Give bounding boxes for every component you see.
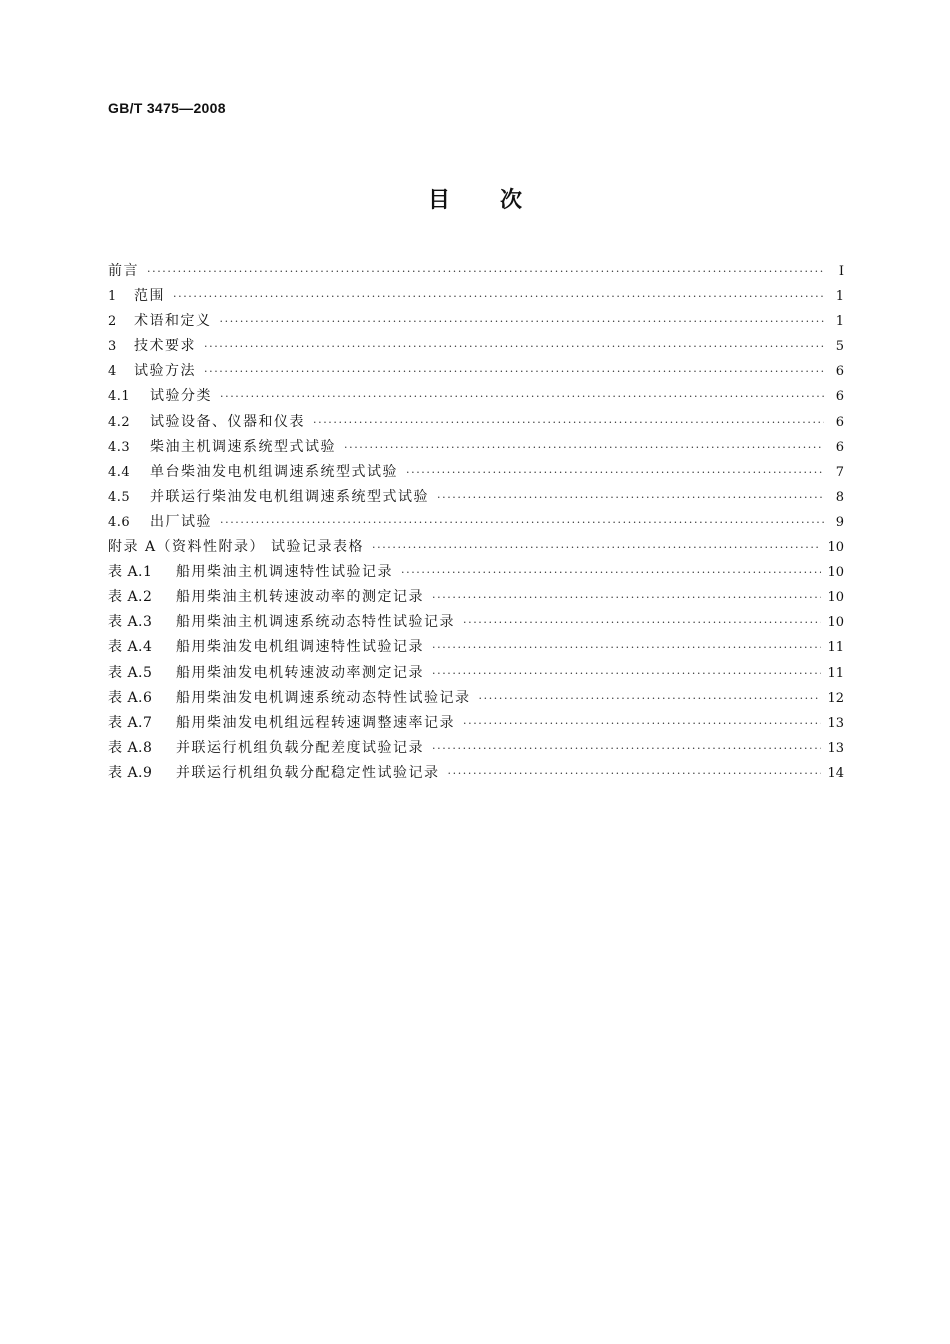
- toc-entry-table-a8[interactable]: [108, 736, 844, 761]
- toc-entry-2[interactable]: [108, 309, 844, 334]
- toc-entry-table-a2[interactable]: [108, 585, 844, 610]
- toc-leader-dots: [147, 259, 824, 284]
- toc-entry-label: 柴油主机调速系统型式试验: [150, 438, 336, 455]
- toc-entry-4-1[interactable]: [108, 384, 844, 409]
- toc-entry-table-a6[interactable]: [108, 686, 844, 711]
- toc-entry-annex-a[interactable]: [108, 535, 844, 560]
- toc-leader-dots: [463, 610, 821, 635]
- toc-entry-number: 表 A.1: [108, 564, 153, 581]
- toc-page-number: 6: [835, 389, 844, 405]
- toc-leader-dots: [344, 435, 824, 460]
- toc-leader-dots: [173, 284, 824, 309]
- toc-entry-4-3[interactable]: [108, 435, 844, 460]
- toc-page-number: I: [838, 264, 844, 279]
- toc-page-number: 6: [835, 414, 844, 430]
- toc-entry-label: 出厂试验: [150, 513, 212, 530]
- toc-entry-table-a3[interactable]: [108, 610, 844, 635]
- page-title-char-1: 目: [427, 188, 450, 213]
- toc-entry-label: 试验分类: [150, 388, 212, 405]
- toc-page-number: 1: [835, 289, 844, 305]
- toc-entry-label: 并联运行机组负载分配稳定性试验记录: [176, 764, 440, 781]
- toc-page-number: 10: [827, 565, 844, 581]
- toc-entry-label: 船用柴油发电机调速系统动态特性试验记录: [176, 689, 471, 706]
- toc-page-number: 5: [835, 339, 844, 355]
- toc-leader-dots: [406, 460, 824, 485]
- toc-entry-number: 4.6: [108, 514, 131, 530]
- toc-page-number: 13: [827, 740, 844, 756]
- toc-entry-number: 4: [108, 364, 117, 380]
- toc-entry-label: 并联运行机组负载分配差度试验记录: [176, 739, 424, 756]
- toc-entry-number: 表 A.3: [108, 614, 153, 631]
- toc-entry-label: 术语和定义: [134, 313, 212, 330]
- toc-leader-dots: [432, 736, 821, 761]
- toc-leader-dots: [372, 535, 821, 560]
- toc-entry-label: 附录 A（资料性附录） 试验记录表格: [108, 539, 365, 556]
- toc-entry-number: 表 A.4: [108, 639, 153, 656]
- toc-page-number: 11: [827, 665, 844, 681]
- toc-entry-3[interactable]: [108, 334, 844, 359]
- toc-entry-4-4[interactable]: [108, 460, 844, 485]
- toc-leader-dots: [313, 410, 824, 435]
- toc-page-number: 6: [835, 364, 844, 380]
- toc-leader-dots: [401, 560, 821, 585]
- toc-entry-label: 并联运行柴油发电机组调速系统型式试验: [150, 488, 429, 505]
- toc-leader-dots: [437, 485, 824, 510]
- document-code: GB/T 3475—2008: [108, 100, 226, 116]
- toc-leader-dots: [448, 761, 822, 786]
- toc-entry-label: 技术要求: [134, 338, 196, 355]
- toc-leader-dots: [204, 334, 824, 359]
- toc-entry-4-5[interactable]: [108, 485, 844, 510]
- toc-leader-dots: [220, 510, 824, 535]
- toc-page-number: 9: [835, 514, 844, 530]
- toc-entry-label: 船用柴油主机调速系统动态特性试验记录: [176, 614, 455, 631]
- page-title-char-2: 次: [500, 188, 523, 213]
- toc-entry-label: 船用柴油主机转速波动率的测定记录: [176, 589, 424, 606]
- toc-entry-label: 船用柴油发电机转速波动率测定记录: [176, 664, 424, 681]
- toc-entry-label: 试验设备、仪器和仪表: [150, 413, 305, 430]
- page-title: [0, 183, 950, 214]
- toc-leader-dots: [220, 384, 824, 409]
- toc-entry-table-a7[interactable]: [108, 711, 844, 736]
- toc-entry-label: 范围: [134, 288, 165, 305]
- toc-entry-label: 试验方法: [134, 363, 196, 380]
- toc-entry-label: 船用柴油发电机组远程转速调整速率记录: [176, 714, 455, 731]
- toc-entry-1[interactable]: [108, 284, 844, 309]
- toc-leader-dots: [432, 585, 821, 610]
- toc-page-number: 10: [827, 590, 844, 606]
- toc-leader-dots: [220, 309, 825, 334]
- toc-entry-table-a4[interactable]: [108, 635, 844, 660]
- toc-entry-label: 船用柴油发电机组调速特性试验记录: [176, 639, 424, 656]
- toc-leader-dots: [432, 661, 821, 686]
- toc-entry-label: 船用柴油主机调速特性试验记录: [176, 564, 393, 581]
- toc-page-number: 7: [835, 464, 844, 480]
- toc-entry-4-6[interactable]: [108, 510, 844, 535]
- toc-entry-number: 1: [108, 289, 117, 305]
- toc-page-number: 6: [835, 439, 844, 455]
- toc-page-number: 1: [835, 314, 844, 330]
- toc-entry-number: 表 A.9: [108, 764, 153, 781]
- toc-entry-number: 表 A.2: [108, 589, 153, 606]
- toc-entry-number: 4.3: [108, 439, 131, 455]
- table-of-contents: [108, 259, 844, 786]
- toc-page-number: 10: [827, 540, 844, 556]
- toc-entry-label: 单台柴油发电机组调速系统型式试验: [150, 463, 398, 480]
- toc-page-number: 8: [835, 489, 844, 505]
- toc-leader-dots: [479, 686, 822, 711]
- toc-page-number: 14: [827, 765, 844, 781]
- toc-entry-number: 4.5: [108, 489, 131, 505]
- toc-entry-4[interactable]: [108, 359, 844, 384]
- toc-page-number: 11: [827, 640, 844, 656]
- toc-leader-dots: [204, 359, 824, 384]
- toc-entry-number: 4.4: [108, 464, 131, 480]
- toc-entry-table-a9[interactable]: [108, 761, 844, 786]
- toc-entry-number: 表 A.7: [108, 714, 153, 731]
- toc-entry-number: 表 A.6: [108, 689, 153, 706]
- toc-page-number: 10: [827, 615, 844, 631]
- toc-entry-number: 2: [108, 314, 117, 330]
- toc-page-number: 13: [827, 715, 844, 731]
- toc-entry-number: 3: [108, 339, 117, 355]
- toc-entry-number: 4.2: [108, 414, 131, 430]
- toc-entry-label: 前言: [108, 263, 139, 279]
- toc-leader-dots: [432, 635, 821, 660]
- toc-entry-number: 表 A.5: [108, 664, 153, 681]
- toc-entry-number: 4.1: [108, 389, 131, 405]
- toc-entry-table-a1[interactable]: [108, 560, 844, 585]
- toc-entry-4-2[interactable]: [108, 410, 844, 435]
- toc-entry-table-a5[interactable]: [108, 661, 844, 686]
- toc-entry-foreword[interactable]: [108, 259, 844, 284]
- toc-page-number: 12: [827, 690, 844, 706]
- toc-entry-number: 表 A.8: [108, 739, 153, 756]
- toc-leader-dots: [463, 711, 821, 736]
